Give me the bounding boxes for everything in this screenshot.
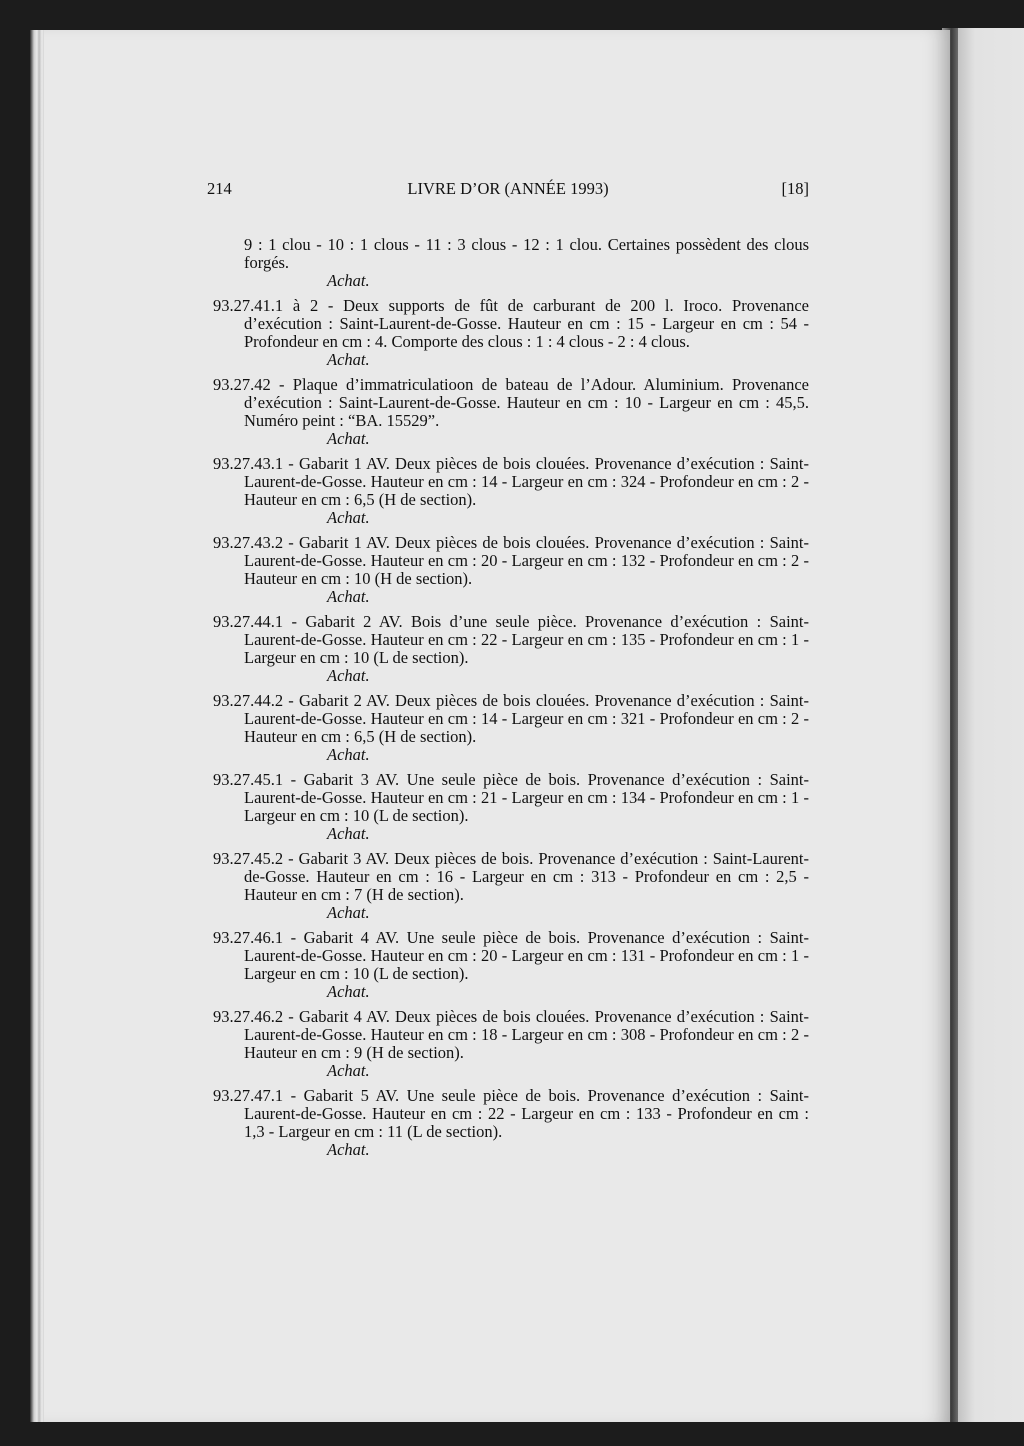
acquisition-note: Achat. xyxy=(327,903,370,922)
catalogue-entry xyxy=(213,1087,809,1159)
facing-page-edge xyxy=(955,28,1024,1422)
catalogue-entry xyxy=(213,376,809,448)
catalogue-entry xyxy=(213,455,809,527)
catalogue-entry xyxy=(213,692,809,764)
acquisition-note: Achat. xyxy=(327,429,370,448)
acquisition-note: Achat. xyxy=(327,982,370,1001)
section-reference: [18] xyxy=(781,179,809,198)
entry-text: 93.27.42 - Plaque d’immatriculatioon de bateau de l’Adour. Aluminium. Provenance d’exécution : Saint-Laurent-de-Gosse. Hauteur en cm : 10 - Largeur en cm : 45,5. Numéro peint : “BA. 15529”. xyxy=(213,375,809,430)
catalogue-entry xyxy=(213,850,809,922)
entry-text: 93.27.45.1 - Gabarit 3 AV. Une seule pièce de bois. Provenance d’exécution : Saint-Laurent-de-Gosse. Hauteur en cm : 21 - Largeur en cm : 134 - Profondeur en cm : 1 - Largeur en cm : 10 (L de section). xyxy=(213,770,809,825)
acquisition-note: Achat. xyxy=(327,1061,370,1080)
entry-text: 93.27.46.2 - Gabarit 4 AV. Deux pièces de bois clouées. Provenance d’exécution : Saint-Laurent-de-Gosse. Hauteur en cm : 18 - Largeur en cm : 308 - Profondeur en cm : 2 - Hauteur en cm : 9 (H de section). xyxy=(213,1007,809,1062)
acquisition-note: Achat. xyxy=(327,508,370,527)
catalogue-entry xyxy=(213,534,809,606)
running-header xyxy=(207,179,809,203)
catalogue-entry xyxy=(213,236,809,290)
entry-text: 93.27.43.1 - Gabarit 1 AV. Deux pièces de bois clouées. Provenance d’exécution : Saint-Laurent-de-Gosse. Hauteur en cm : 14 - Largeur en cm : 324 - Profondeur en cm : 2 - Hauteur en cm : 6,5 (H de section). xyxy=(213,454,809,509)
running-title: LIVRE D’OR (ANNÉE 1993) xyxy=(407,179,609,198)
entry-text: 93.27.45.2 - Gabarit 3 AV. Deux pièces de bois. Provenance d’exécution : Saint-Laurent-de-Gosse. Hauteur en cm : 16 - Largeur en cm : 313 - Profondeur en cm : 2,5 - Hauteur en cm : 7 (H de section). xyxy=(213,849,809,904)
catalogue-entry xyxy=(213,1008,809,1080)
acquisition-note: Achat. xyxy=(327,350,370,369)
acquisition-note: Achat. xyxy=(327,271,370,290)
entry-text: 93.27.47.1 - Gabarit 5 AV. Une seule pièce de bois. Provenance d’exécution : Saint-Laurent-de-Gosse. Hauteur en cm : 22 - Largeur en cm : 133 - Profondeur en cm : 1,3 - Largeur en cm : 11 (L de section). xyxy=(213,1086,809,1141)
catalogue-entry xyxy=(213,613,809,685)
entry-text: 93.27.41.1 à 2 - Deux supports de fût de carburant de 200 l. Iroco. Provenance d’exécution : Saint-Laurent-de-Gosse. Hauteur en cm : 15 - Largeur en cm : 54 - Profondeur en cm : 4. Comporte des clous : 1 : 4 clous - 2 : 4 clous. xyxy=(213,296,809,351)
entry-text: 93.27.46.1 - Gabarit 4 AV. Une seule pièce de bois. Provenance d’exécution : Saint-Laurent-de-Gosse. Hauteur en cm : 20 - Largeur en cm : 131 - Profondeur en cm : 1 - Largeur en cm : 10 (L de section). xyxy=(213,928,809,983)
catalogue-entry xyxy=(213,297,809,369)
entry-text: 93.27.43.2 - Gabarit 1 AV. Deux pièces de bois clouées. Provenance d’exécution : Saint-Laurent-de-Gosse. Hauteur en cm : 20 - Largeur en cm : 132 - Profondeur en cm : 2 - Hauteur en cm : 10 (H de section). xyxy=(213,533,809,588)
catalogue-entries xyxy=(213,236,809,1166)
page-number: 214 xyxy=(207,179,232,198)
entry-text: 93.27.44.2 - Gabarit 2 AV. Deux pièces de bois clouées. Provenance d’exécution : Saint-Laurent-de-Gosse. Hauteur en cm : 14 - Largeur en cm : 321 - Profondeur en cm : 2 - Hauteur en cm : 6,5 (H de section). xyxy=(213,691,809,746)
acquisition-note: Achat. xyxy=(327,1140,370,1159)
catalogue-entry xyxy=(213,929,809,1001)
entry-text: 9 : 1 clou - 10 : 1 clous - 11 : 3 clous - 12 : 1 clou. Certaines possèdent des clous forgés. xyxy=(244,235,809,272)
catalogue-entry xyxy=(213,771,809,843)
acquisition-note: Achat. xyxy=(327,745,370,764)
acquisition-note: Achat. xyxy=(327,824,370,843)
entry-text: 93.27.44.1 - Gabarit 2 AV. Bois d’une seule pièce. Provenance d’exécution : Saint-Laurent-de-Gosse. Hauteur en cm : 22 - Largeur en cm : 135 - Profondeur en cm : 1 - Largeur en cm : 10 (L de section). xyxy=(213,612,809,667)
acquisition-note: Achat. xyxy=(327,666,370,685)
acquisition-note: Achat. xyxy=(327,587,370,606)
